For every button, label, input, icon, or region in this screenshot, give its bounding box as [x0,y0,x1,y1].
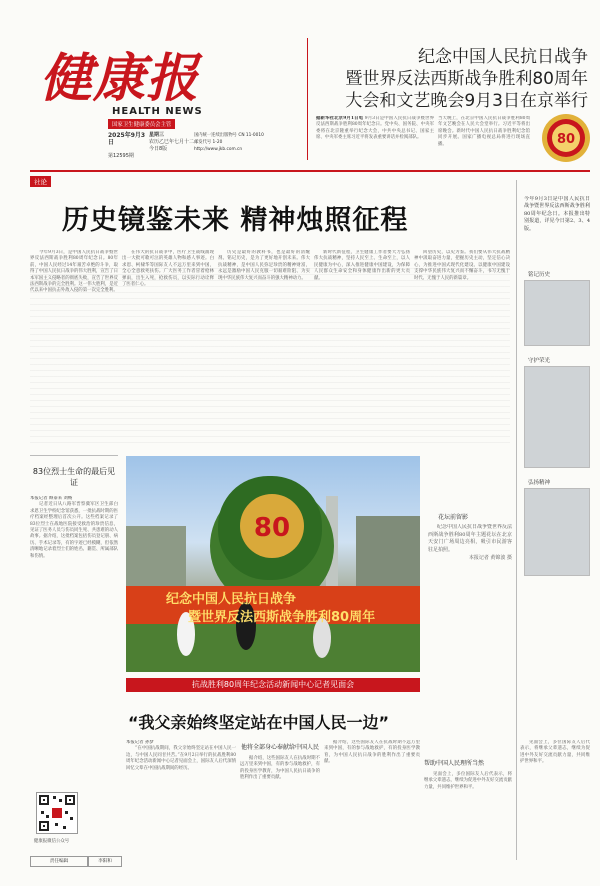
interview-text-5: 见面会上，多位国际友人后代表示，将继承父辈遗志，继续为促进中外友好交流贡献力量，共同维护世界和平。 [520,740,590,765]
anniversary-badge [540,112,592,164]
editorial-col-1-text: 今年9月3日，是中国人民抗日战争暨世界反法西斯战争胜利80周年纪念日。80年前，中国人民经过14年艰苦卓绝的斗争，取得了中国人民抗日战争的伟大胜利，宣告了日本军国主义侵略者的彻底失败，宣告了世界反法西斯战争的完全胜利。这一伟大胜利，是近代以来中国抗击外敌入侵的第一次完全胜利。 [30,250,118,294]
interview-text-2: 据介绍，这些国际友人在抗战时期不远万里来到中国，有的参与战地救护，有的投身医学教育，为中国人民抗日战争的胜利作出了重要贡献。 [240,756,320,781]
top-headline-line-1: 纪念中国人民抗日战争 [418,47,588,67]
interview-column-1 [126,740,236,880]
anniversary-emblem-icon [540,112,592,164]
editor-name: 李阳和 [98,859,112,864]
left-story-byline: 本报记者 顾泰来 刘畅 [30,496,73,501]
masthead-divider [307,38,308,160]
top-story-text-1: 9月3日是中国人民抗日战争暨世界反法西斯战争胜利80周年纪念日。党中央、国务院、中央军委将在北京隆重举行纪念大会，中共中央总书记、国家主席、中央军委主席习近平将发表重要讲话并检阅部队。 [316,116,434,141]
left-story-headline: 83位烈士生命的最后见证 [32,467,116,487]
interview-headline: “我父亲始终坚定站在中国人民一边” [128,713,390,732]
news-photo [126,456,420,672]
sidebar-section-1-title: 铭记历史 [528,272,551,278]
interview-byline: 本报记者 孙梦 [126,740,154,745]
sidebar-page-thumb-1 [524,280,590,346]
issue-url: http://www.jkb.com.cn [194,147,243,152]
issue-number: 第12595期 [108,153,134,159]
interview-column-2 [240,740,320,880]
interview-text-1: “在中国抗战期间，我父亲始终坚定站在中国人民一边，与中国人民同甘共苦。”在9月2日举行的抗战胜利80周年纪念活动新闻中心记者见面会上，国际友人后代深情回忆父辈在中国抗战期间的经历。 [126,746,236,771]
qr-code [36,792,78,834]
masthead-sponsor: 国家卫生健康委员会主管 [108,119,175,129]
sidebar-section-3-title: 弘扬精神 [528,480,551,486]
interview-column-4 [424,740,512,880]
photo-caption [428,524,512,644]
issue-lunar-1: 农历乙巳年 [149,139,175,145]
svg-text:80: 80 [556,132,576,147]
qr-code-icon [37,793,77,833]
svg-text:80: 80 [253,513,291,543]
issue-pages: 今日8版 [149,146,168,152]
masthead-rule [30,170,590,172]
interview-text-4: 见面会上，多位国际友人后代表示，将继承父辈遗志，继续为促进中外友好交流贡献力量，共同维护世界和平。 [424,772,512,790]
qr-caption: 健康报微信公众号 [34,839,70,844]
issue-lunar-2: 七月十二 [174,139,195,145]
masthead-logo: 健康报 [40,48,200,109]
photo-credit: 本报记者 黄锦波 摄 [468,555,512,562]
sidebar-note: 今年9月3日是中国人民抗日战争暨世界反法西斯战争胜利80周年纪念日。本报推出特别报道，详见今日第2、3、4版。 [524,196,590,232]
top-story-body-2: 当天晚上，在北京中国人民抗日战争胜利80周年文艺晚会在人民大会堂举行。习近平等将出席晚会。新时代中国人民抗日战争胜利纪念馆同步开展。国家广播电视总局将进行现场直播。 [438,116,530,147]
sidebar-page-thumb-2 [524,366,590,468]
interview-banner-text: 抗战胜利80周年纪念活动新闻中心记者见面会 [191,680,355,689]
masthead-english: HEALTH NEWS [112,106,203,117]
left-story-text: 记者近日从八路军晋察冀军区卫生部白求恩卫生学校纪念馆获悉，一批抗战时期的医疗档案经整理后首次公开。这些档案记录了83位烈士在战地医院接受救治的珍贵信息，见证了医务人员与伤员同生死、共患难的动人故事。据介绍，这批档案包括伤员登记册、病历、手术记录等，有的字迹已经模糊，但依然清晰地记录着烈士们的姓名、籍贯、所属部队和伤情。 [30,502,118,559]
top-headline-line-3: 大会和文艺晚会9月3日在京举行 [345,91,588,111]
editor-label: 责任编辑 [49,859,69,864]
interview-column-3 [324,740,420,880]
photo-caption-title: 花坛前留影 [438,514,469,521]
top-headline-line-2: 暨世界反法西斯战争胜利80周年 [345,69,588,89]
editorial-col-3-text: 历史是最好的教科书，也是最好的清醒剂。铭记历史，是为了更好地开创未来。伟大抗战精神，是中国人民弥足珍贵的精神财富，永远是激励中国人民克服一切艰难险阻、为实现中华民族伟大复兴而奋斗的强大精神动力。 [218,250,310,281]
interview-text-3: 据介绍，这些国际友人在抗战时期不远万里来到中国，有的参与战地救护，有的投身医学教育，为中国人民抗日战争的胜利作出了重要贡献。 [324,740,420,765]
editorial-headline: 历史镜鉴未来 精神烛照征程 [62,205,409,236]
editor-name-box [88,856,122,867]
editorial-col-5-text: 回望历史，以史为鉴。我们要从伟大抗战精神中汲取奋进力量，把握历史主动，坚定信心决心，为推进中国式现代化建设、以健康中国建设支撑中华民族伟大复兴而不懈奋斗，书写无愧于时代、无愧于人民的新篇章。 [414,250,510,281]
sidebar-divider [516,180,517,860]
interview-subhead: 他将全部身心奉献给中国人民 [240,744,319,751]
photo-sign-line-1: 纪念中国人民抗日战争 [166,592,297,607]
editor-label-box [30,856,88,867]
editorial-text-texture [30,268,510,448]
interview-subhead-2: 帮助中国人民理所当然 [424,760,485,767]
left-story-rule [30,455,118,456]
top-story-headline [318,46,588,112]
photo-sign-line-2: 暨世界反法西斯战争胜利80周年 [188,610,376,625]
issue-weekday: 星期三 [149,132,165,138]
sidebar-section-2-title: 守护荣光 [528,358,551,364]
sidebar-page-thumb-3 [524,488,590,576]
interview-banner [126,678,420,692]
interview-column-5 [520,740,590,860]
issue-date: 2025年9月3日 [108,132,146,146]
issue-postal: 邮发代号 1-20 [194,140,223,145]
top-story-byline: 据新华社北京9月1日电 [316,116,364,121]
editorial-col-4-text: 新时代新征程，卫生健康工作者要大力弘扬伟大抗战精神，坚持人民至上、生命至上，以人民健康为中心，深入推进健康中国建设，为保障人民群众生命安全和身体健康作出新的更大贡献。 [314,250,410,281]
left-story-body [30,496,118,736]
flower-bed-photo-icon [126,456,420,672]
editorial-tag: 社论 [30,176,51,187]
photo-caption-text: 纪念中国人民抗日战争暨世界反法西斯战争胜利80周年主题花坛在北京天安门广场周边亮相，吸引市民游客驻足拍照。 [428,524,512,553]
issue-cn: 国内统一连续出版物号 CN 11-0010 [194,133,264,138]
top-story-body-1 [316,116,434,164]
editorial-col-2-text: 在伟大的抗日战争中，医疗卫生战线涌现出一大批可歌可泣的英雄人物和感人事迹。白求恩、柯棣华等国际友人不远万里来到中国，全心全意救死扶伤。广大医务工作者冒着枪林弹雨，出生入死，抢救伤员，以实际行动诠释了医者仁心。 [122,250,214,288]
